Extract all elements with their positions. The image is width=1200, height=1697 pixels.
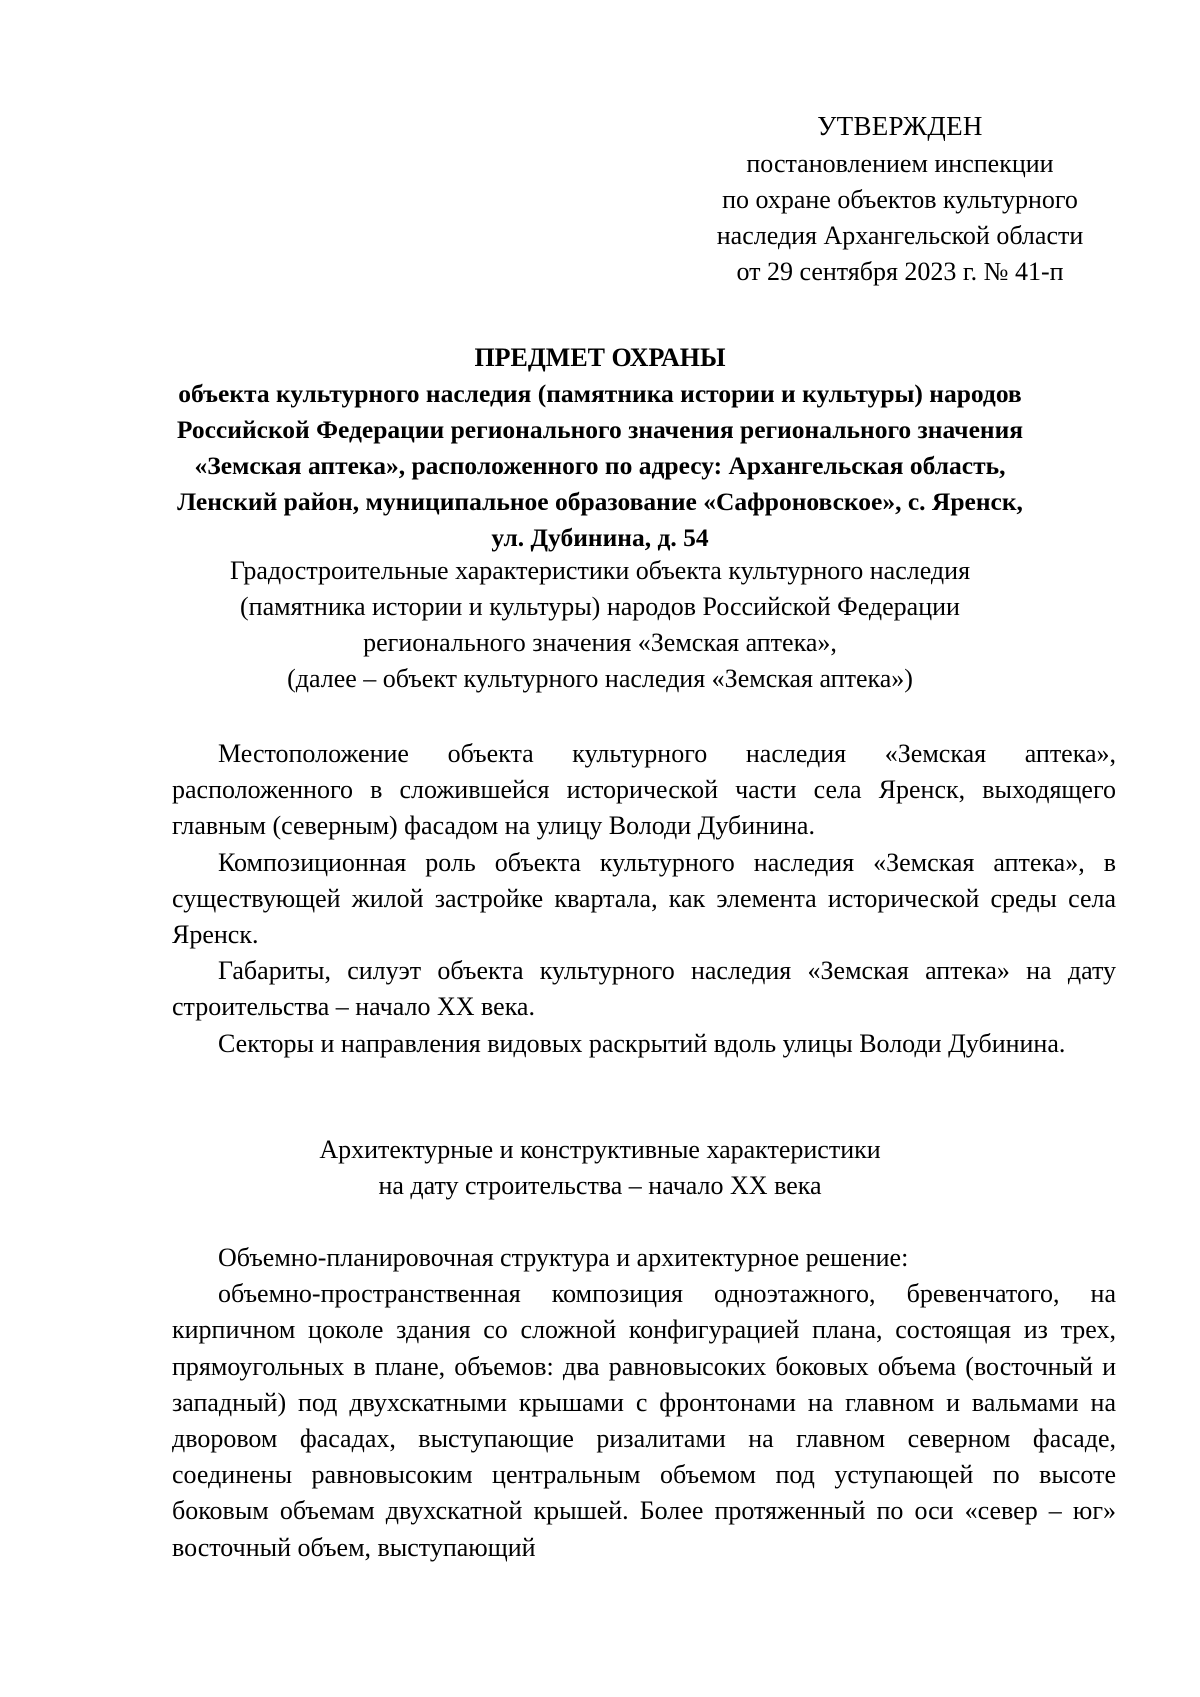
approval-line: по охране объектов культурного bbox=[722, 185, 1078, 214]
approval-line: наследия Архангельской области bbox=[716, 221, 1084, 250]
approval-stamp-block bbox=[690, 108, 1110, 290]
section-heading-line: (далее – объект культурного наследия «Земская аптека») bbox=[287, 664, 913, 693]
body-paragraph: Местоположение объекта культурного наследия «Земская аптека», расположенного в сложившейся исторической части села Яренск, выходящего главным (северным) фасадом на улицу Володи Дубинина. bbox=[172, 739, 1116, 841]
document-title bbox=[150, 340, 1050, 556]
section-heading-line: (памятника истории и культуры) народов Российской Федерации bbox=[240, 592, 960, 621]
section-heading-line: Архитектурные и конструктивные характеристики bbox=[319, 1135, 881, 1164]
title-line: ул. Дубинина, д. 54 bbox=[491, 523, 709, 552]
section-body-architecture bbox=[172, 1240, 1116, 1566]
body-paragraph: Габариты, силуэт объекта культурного наследия «Земская аптека» на дату строительства – начало XX века. bbox=[172, 956, 1116, 1022]
body-subheading: Объемно-планировочная структура и архитектурное решение: bbox=[218, 1243, 909, 1272]
body-paragraph: Секторы и направления видовых раскрытий вдоль улицы Володи Дубинина. bbox=[218, 1028, 1066, 1058]
title-line: объекта культурного наследия (памятника истории и культуры) народов bbox=[178, 379, 1022, 408]
title-line: Российской Федерации регионального значения регионального значения bbox=[176, 415, 1024, 444]
body-paragraph: Композиционная роль объекта культурного наследия «Земская аптека», в существующей жилой застройке квартала, как элемента исторической среды села Яренск. bbox=[172, 847, 1116, 950]
section-body-urban bbox=[172, 736, 1116, 1062]
approved-label: УТВЕРЖДЕН bbox=[817, 111, 983, 141]
title-line: Ленский район, муниципальное образование «Сафроновское», с. Яренск, bbox=[177, 487, 1023, 516]
title-main: ПРЕДМЕТ ОХРАНЫ bbox=[474, 343, 726, 372]
section-heading-line: регионального значения «Земская аптека», bbox=[363, 628, 837, 657]
approval-line: постановлением инспекции bbox=[746, 149, 1054, 178]
body-paragraph: объемно-пространственная композиция одноэтажного, бревенчатого, на кирпичном цоколе здания со сложной конфигурацией плана, состоящая из трех, прямоугольных в плане, объемов: два равновысоких боковых объема (восточный и западный) под двухскатными крышами с фронтонами на главном и вальмами на дворовом фасадах, выступающие ризалитами на главном северном фасаде, соединены равновысоким центральным объемом под уступающей по высоте боковым объемам двухскатной крышей. Более протяженный по оси «север – юг» восточный объем, выступающий bbox=[172, 1279, 1116, 1562]
section-heading-line: Градостроительные характеристики объекта культурного наследия bbox=[229, 556, 971, 585]
section-heading-architecture bbox=[160, 1132, 1040, 1204]
section-heading-line: на дату строительства – начало XX века bbox=[378, 1171, 822, 1200]
title-line: «Земская аптека», расположенного по адресу: Архангельская область, bbox=[194, 451, 1006, 480]
section-heading-urban bbox=[160, 553, 1040, 697]
approval-line: от 29 сентября 2023 г. № 41-п bbox=[736, 257, 1064, 286]
